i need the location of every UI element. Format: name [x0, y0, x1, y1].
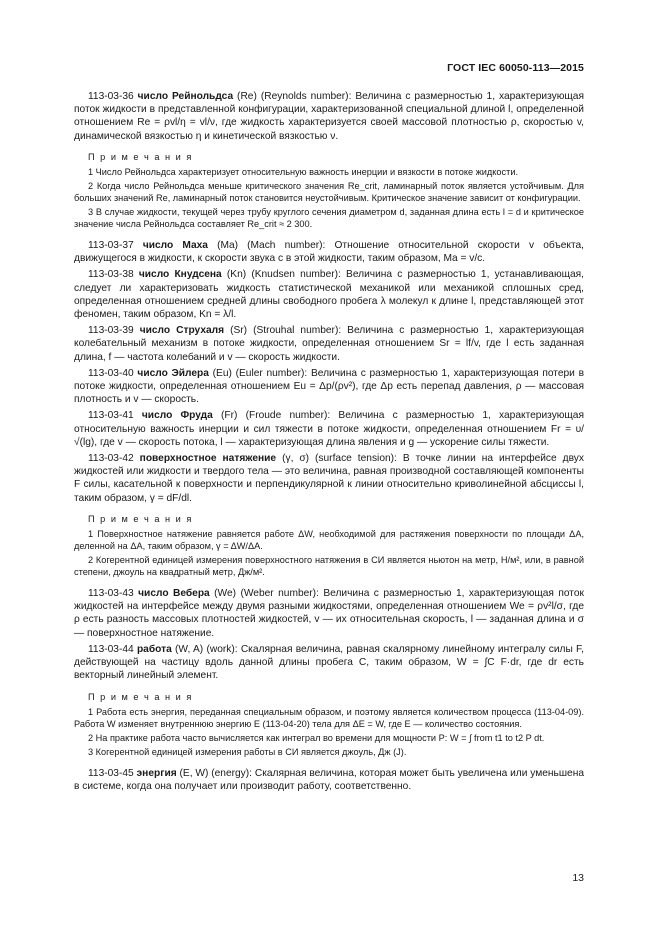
entry-number: 113-03-39 [88, 325, 140, 337]
entry-term: работа [136, 643, 172, 655]
entry-froude [74, 409, 584, 449]
note: 1 Поверхностное натяжение равняется работе ΔW, необходимой для растяжения поверхности по площади ΔA, деленной на ΔA, таким образом, γ = ΔW/ΔA. [74, 529, 584, 552]
notes-heading: П р и м е ч а н и я [88, 151, 193, 162]
note: 2 Когда число Рейнольдса меньше критического значения Re_crit, ламинарный поток является устойчивым. Для больших значений Re, ламинарный поток становится неустойчивым. Критическое значение зависит от конфигурации. [74, 181, 584, 204]
entry-term: поверхностное натяжение [139, 453, 277, 465]
entry-energy [74, 767, 584, 793]
entry-text: (E, W) (energy): Скалярная величина, которая может быть увеличена или уменьшена в системе, когда она получает или производит работу, соответственно. [74, 767, 584, 792]
note: 1 Работа есть энергия, переданная специальным образом, и поэтому является количеством процесса (113-04-09). Работа W изменяет внутреннюю энергию E (113-04-20) тела для ΔE = W, где E — количество состояния. [74, 706, 584, 729]
note: 2 Когерентной единицей измерения поверхностного натяжения в СИ является ньютон на метр, Н/м², или, в равной степени, джоуль на квадратный метр, Дж/м². [74, 555, 584, 578]
entry-text: (Eu) (Euler number): Величина с размерностью 1, характеризующая потери в потоке жидкости, определенная отношением Eu = Δp/(ρv²), где Δp есть перепад давления, ρ — массовая плотность и v — скорость. [74, 367, 584, 406]
entry-number: 113-03-40 [88, 367, 138, 379]
entry-euler [74, 367, 584, 407]
note: 3 Когерентной единицей измерения работы в СИ является джоуль, Дж (J). [88, 746, 407, 757]
entry-number: 113-03-41 [88, 410, 142, 422]
entry-strouhal [74, 324, 584, 364]
entry-surface-tension [74, 452, 584, 505]
entry-number: 113-03-37 [88, 240, 143, 252]
entry-term: число Рейнольдса [137, 91, 234, 102]
entry-text: (Re) (Reynolds number): Величина с размерностью 1, характеризующая поток жидкости в представленной конфигурации, характеризованной специальной длиной l, определенной отношением Re = ρvl/η = vl/ν, где жидкость характеризуется своей массовой плотностью ρ, скоростью v, динамической вязкостью η и кинетической вязкостью ν. [74, 91, 584, 142]
entry-number: 113-03-36 [88, 91, 138, 102]
notes-heading: П р и м е ч а н и я [88, 513, 193, 524]
entry-number: 113-03-45 [88, 767, 137, 779]
note: 3 В случае жидкости, текущей через трубу круглого сечения диаметром d, заданная длина есть l = d и критическое значение числа Рейнольдса составляет Re_crit ≈ 2 300. [74, 207, 584, 230]
entry-term: число Фруда [141, 410, 213, 422]
entry-text: (W, A) (work): Скалярная величина, равная скалярному линейному интегралу силы F, действующей на частицу вдоль данной длины пробега C, таким образом, W = ∫C F·dr, где dr есть векторный линейный элемент. [74, 643, 584, 682]
entry-text: (Fr) (Froude number): Величина с размерностью 1, характеризующая относительную важность инерции и сил тяжести в потоке жидкости, определенная отношением Fr = υ/√(lg), где v — скорость потока, l — характеризующая длина явления и g — ускорение силы тяжести. [74, 410, 584, 448]
entry-text: (Ma) (Mach number): Отношение относительной скорости v объекта, движущегося в жидкости, к скорости звука c в этой жидкости, таким образом, Ma = v/c. [74, 240, 585, 265]
entry-term: число Кнудсена [138, 269, 222, 281]
notes-heading: П р и м е ч а н и я [88, 691, 193, 702]
entry-text: (Sr) (Strouhal number): Величина с размерностью 1, характеризующая колебательный механизм в потоке жидкости, определенная отношением Sr = lf/v, где l есть заданная длина, f — частота колебаний и v — скорость жидкости. [74, 325, 584, 363]
entry-mach [74, 239, 584, 265]
entry-weber [74, 587, 584, 640]
entry-term: число Струхаля [139, 325, 225, 337]
entry-term: энергия [136, 767, 177, 779]
entry-term: число Маха [142, 240, 208, 252]
note: 1 Число Рейнольдса характеризует относительную важность инерции и вязкости в потоке жидкости. [88, 167, 519, 178]
entry-text: (γ, σ) (surface tension): В точке линии на интерфейсе двух жидкостей или жидкости и твердого тела — это величина, равная производной составляющей компоненты F силы, касательной к поверхности и перпендикулярной к линии относительно криволинейной абсциссы l, таким образом, γ = dF/dl. [74, 453, 584, 504]
entry-number: 113-03-43 [88, 588, 139, 600]
entry-text: (We) (Weber number): Величина с размерностью 1, характеризующая поток жидкостей на интерфейсе между двумя разными жидкостями, определенная отношением We = ρv²l/σ, где ρ есть разность массовых плотностей жидкостей, v — их относительная скорость, l — заданная длина и σ — поверхностное натяжение. [74, 588, 584, 639]
entry-text: (Kn) (Knudsen number): Величина с размерностью 1, устанавливающая, следует ли характеризовать жидкость статистической механикой или механикой сплошных сред, определенная отношением средней длины свободного пробега λ молекул к длине l, представляющей этот феномен, таким образом, Kn = λ/l. [74, 269, 584, 321]
note: 2 На практике работа часто вычисляется как интеграл во времени для мощности P: W = ∫ from t1 to t2 P dt. [88, 732, 545, 743]
entry-number: 113-03-42 [88, 453, 140, 465]
entry-work [74, 643, 584, 683]
entry-term: число Эйлера [137, 367, 209, 379]
entry-reynolds [74, 90, 584, 143]
entry-knudsen [74, 268, 584, 321]
standard-header: ГОСТ IEC 60050-113—2015 [447, 62, 584, 74]
document-body [74, 90, 584, 796]
entry-number: 113-03-44 [88, 643, 137, 655]
entry-term: число Вебера [138, 588, 210, 600]
page-number: 13 [572, 872, 584, 884]
entry-number: 113-03-38 [88, 269, 139, 281]
